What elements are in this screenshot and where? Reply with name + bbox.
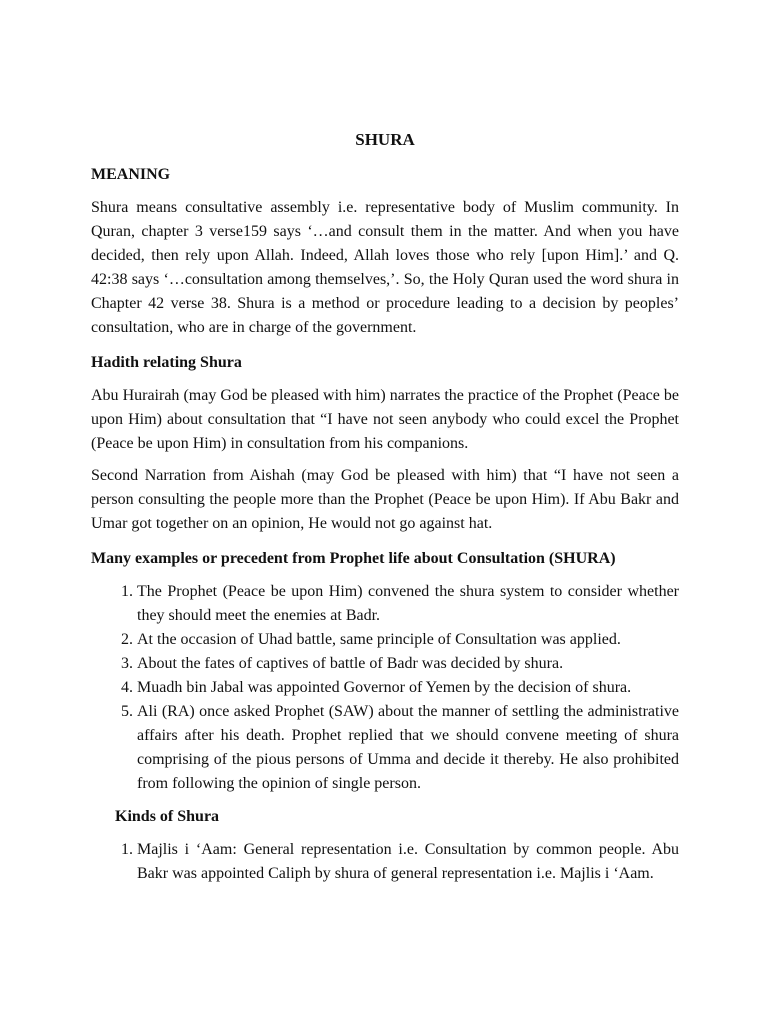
list-item: 5. Ali (RA) once asked Prophet (SAW) about the manner of settling the administrative affairs after his death. Prophet replied that we should convene meeting of shura comprising of the pious persons of Umma and decide it thereby. He also prohibited from following the opinion of single person. [137,700,679,796]
list-item: 4. Muadh bin Jabal was appointed Governor of Yemen by the decision of shura. [137,676,679,700]
list-item: 2. At the occasion of Uhad battle, same principle of Consultation was applied. [137,628,679,652]
document-title: SHURA [355,130,415,149]
list-item: 1. Majlis i ‘Aam: General representation i.e. Consultation by common people. Abu Bakr was appointed Caliph by shura of general representation i.e. Majlis i ‘Aam. [137,838,679,886]
examples-list [91,580,679,796]
hadith-paragraph-2: Second Narration from Aishah (may God be pleased with him) that “I have not seen a person consulting the people more than the Prophet (Peace be upon Him). If Abu Bakr and Umar got together on an opinion, He would not go against hat. [91,467,679,532]
document-page [91,128,679,894]
kinds-list [91,838,679,886]
kinds-heading: Kinds of Shura [115,808,220,825]
examples-heading: Many examples or precedent from Prophet life about Consultation (SHURA) [91,550,616,567]
hadith-paragraph-1: Abu Hurairah (may God be pleased with him) narrates the practice of the Prophet (Peace be upon Him) about consultation that “I have not seen anybody who could excel the Prophet (Peace be upon Him) in consultation from his companions. [91,387,679,452]
meaning-heading: MEANING [91,166,171,183]
meaning-paragraph: Shura means consultative assembly i.e. representative body of Muslim community. In Quran, chapter 3 verse159 says ‘…and consult them in the matter. And when you have decided, then rely upon Allah. Indeed, Allah loves those who rely [upon Him].’ and Q. 42:38 says ‘…consultation among themselves,’. So, the Holy Quran used the word shura in Chapter 42 verse 38. Shura is a method or procedure leading to a decision by peoples’ consultation, who are in charge of the government. [91,199,679,336]
list-item: 3. About the fates of captives of battle of Badr was decided by shura. [137,652,679,676]
list-item: 1. The Prophet (Peace be upon Him) convened the shura system to consider whether they should meet the enemies at Badr. [137,580,679,628]
hadith-heading: Hadith relating Shura [91,354,242,371]
